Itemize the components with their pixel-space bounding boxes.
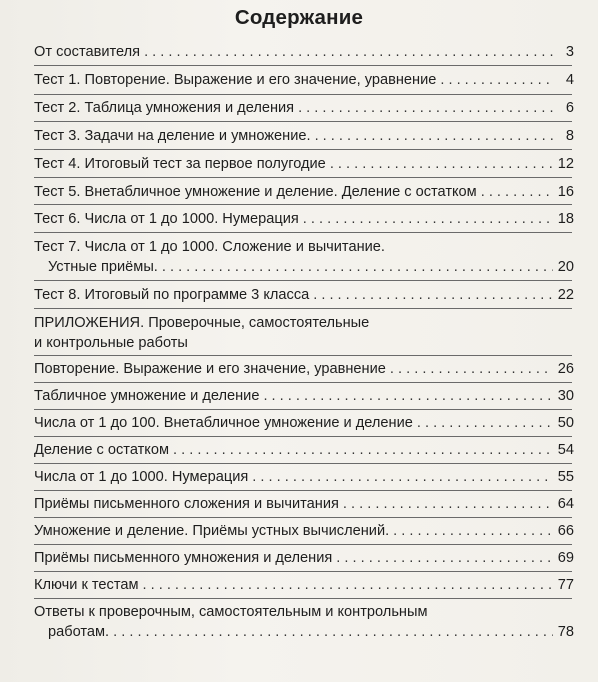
divider [34, 94, 572, 95]
toc-entry [34, 359, 574, 379]
toc-entry [34, 237, 574, 277]
divider [34, 436, 572, 437]
leader-dots [336, 548, 553, 568]
leader-dots [144, 42, 553, 62]
toc-entry-title: Повторение. Выражение и его значение, уравнение [34, 361, 386, 377]
toc-entry-page: 3 [565, 44, 574, 60]
toc-entry [34, 209, 574, 229]
toc-entry-page: 64 [557, 496, 574, 512]
divider [34, 232, 572, 233]
toc-entry [34, 70, 574, 90]
divider [34, 598, 572, 599]
toc-entry-title: Ответы к проверочным, самостоятельным и контрольным [34, 604, 428, 620]
toc-entry [34, 182, 574, 202]
divider [34, 177, 572, 178]
toc-entry-page: 50 [557, 415, 574, 431]
leader-dots [263, 386, 553, 406]
toc-entry [34, 521, 574, 541]
toc-entry-title: Тест 7. Числа от 1 до 1000. Сложение и вычитание. [34, 239, 385, 255]
toc-entry-page: 30 [557, 388, 574, 404]
toc-entry-page: 66 [557, 523, 574, 539]
leader-dots [343, 494, 553, 514]
leader-dots [173, 440, 553, 460]
toc-entry [34, 440, 574, 460]
toc-entry-title: Тест 3. Задачи на деление и умножение. [34, 128, 311, 144]
toc-entry-page: 55 [557, 469, 574, 485]
appendix-heading-line: и контрольные работы [34, 335, 188, 351]
toc-entry-page: 20 [557, 259, 574, 275]
toc-entry-page: 22 [557, 287, 574, 303]
toc-entry [34, 548, 574, 568]
leader-dots [298, 98, 553, 118]
divider [34, 121, 572, 122]
divider [34, 355, 572, 356]
toc-entry [34, 98, 574, 118]
toc-entry-title: Тест 8. Итоговый по программе 3 класса [34, 287, 310, 303]
toc-entry-title: Умножение и деление. Приёмы устных вычислений. [34, 523, 390, 539]
toc-entry [34, 602, 574, 642]
toc-entry [34, 467, 574, 487]
divider [34, 280, 572, 281]
toc-entry-continuation: работам. [48, 624, 110, 640]
toc-entry-title: Ключи к тестам [34, 577, 139, 593]
leader-dots [162, 257, 553, 277]
toc-entry-title: Деление с остатком [34, 442, 169, 458]
divider [34, 517, 572, 518]
toc-entry-title: Приёмы письменного умножения и деления [34, 550, 333, 566]
divider [34, 490, 572, 491]
divider [34, 571, 572, 572]
leader-dots [390, 359, 553, 379]
toc-entry-page: 8 [565, 128, 574, 144]
leader-dots [113, 622, 553, 642]
toc-entry [34, 126, 574, 146]
leader-dots [440, 70, 553, 90]
leader-dots [315, 126, 553, 146]
leader-dots [143, 575, 554, 595]
appendix-heading [34, 313, 554, 353]
toc-entry-page: 6 [565, 100, 574, 116]
leader-dots [330, 154, 553, 174]
toc-entry-title: Тест 2. Таблица умножения и деления [34, 100, 295, 116]
leader-dots [393, 521, 553, 541]
toc-entry-continuation: Устные приёмы. [48, 259, 158, 275]
divider [34, 463, 572, 464]
toc-entry [34, 386, 574, 406]
toc-entry-title: Числа от 1 до 100. Внетабличное умножение и деление [34, 415, 413, 431]
toc-entry-title: Приёмы письменного сложения и вычитания [34, 496, 339, 512]
toc-entry-page: 77 [557, 577, 574, 593]
toc-entry-title: Тест 6. Числа от 1 до 1000. Нумерация [34, 211, 299, 227]
toc-entry [34, 154, 574, 174]
toc-entry-page: 4 [565, 72, 574, 88]
toc-entry [34, 575, 574, 595]
toc-entry-title: Числа от 1 до 1000. Нумерация [34, 469, 249, 485]
toc-entry-page: 26 [557, 361, 574, 377]
toc-entry-page: 78 [557, 624, 574, 640]
divider [34, 65, 572, 66]
divider [34, 544, 572, 545]
page-title: Содержание [234, 6, 364, 29]
toc-entry-page: 69 [557, 550, 574, 566]
divider [34, 204, 572, 205]
toc-entry [34, 413, 574, 433]
toc-entry [34, 285, 574, 305]
toc-entry-title: Тест 1. Повторение. Выражение и его значение, уравнение [34, 72, 437, 88]
toc-entry-title: Табличное умножение и деление [34, 388, 260, 404]
divider [34, 149, 572, 150]
toc-entry-page: 54 [557, 442, 574, 458]
toc-entry-page: 16 [557, 184, 574, 200]
appendix-heading-line: ПРИЛОЖЕНИЯ. Проверочные, самостоятельные [34, 315, 370, 331]
toc-entry-page: 12 [557, 156, 574, 172]
leader-dots [252, 467, 553, 487]
toc-entry-title: Тест 4. Итоговый тест за первое полугодие [34, 156, 326, 172]
leader-dots [303, 209, 553, 229]
divider [34, 409, 572, 410]
toc-entry-title: От составителя [34, 44, 141, 60]
toc-entry-title: Тест 5. Внетабличное умножение и деление. Деление с остатком [34, 184, 477, 200]
toc-entry [34, 42, 574, 62]
toc-entry [34, 494, 574, 514]
leader-dots [313, 285, 553, 305]
divider [34, 308, 572, 309]
leader-dots [417, 413, 553, 433]
leader-dots [481, 182, 553, 202]
toc-entry-page: 18 [557, 211, 574, 227]
divider [34, 382, 572, 383]
